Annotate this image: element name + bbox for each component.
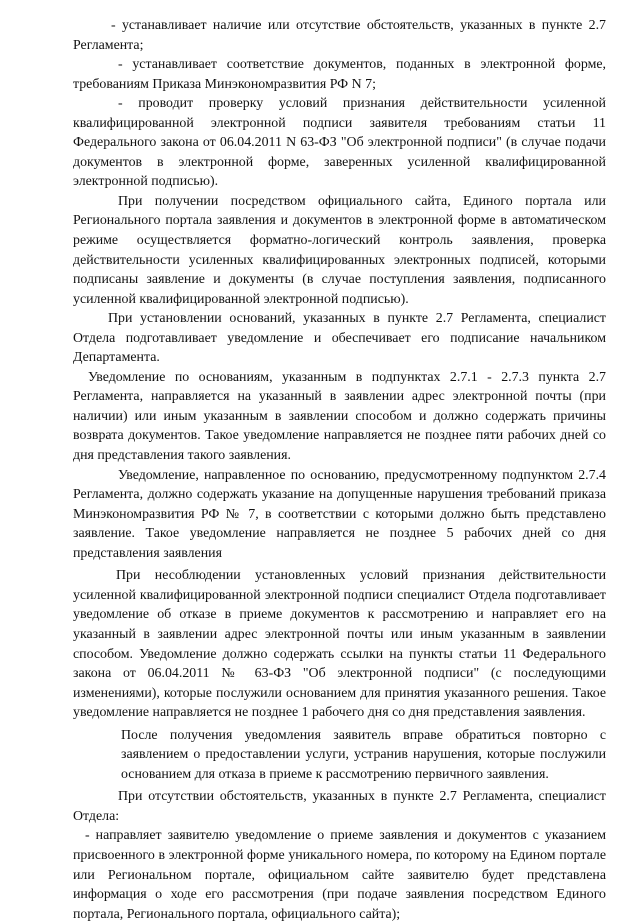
paragraph-1: - устанавливает наличие или отсутствие обстоятельств, указанных в пункте 2.7 Регламента; <box>73 18 606 53</box>
paragraph-7: Уведомление, направленное по основанию, предусмотренному подпунктом 2.7.4 Регламента, должно содержать указание на допущенные нарушения требований приказа Минэкономразвития РФ № 7, в соответствии с которыми должно быть представлено заявление. Такое уведомление направляется не позднее 5 рабочих дней со дня представления заявления <box>73 467 606 561</box>
paragraph-8: При несоблюдении установленных условий признания действительности усиленной квалифицированной электронной подписи специалист Отдела подготавливает уведомление об отказе в приеме документов к рассмотрению и направляет его на указанный в заявлении адрес электронной почты или иным указанным в заявлении способом. Уведомление должно содержать ссылки на пункты статьи 11 Федерального закона от 06.04.2011 № 63-ФЗ "Об электронной подписи" (с последующими изменениями), которые послужили основанием для принятия указанного решения. Такое уведомление направляется не позднее 1 рабочего дня со дня представления заявления. <box>73 568 606 721</box>
paragraph-6: Уведомление по основаниям, указанным в подпунктах 2.7.1 - 2.7.3 пункта 2.7 Регламента, направляется на указанный в заявлении адрес электронной почты (при наличии) или иным указанным в заявлении способом и должно содержать причины возврата документов. Такое уведомление направляется не позднее пяти рабочих дней со дня представления такого заявления. <box>73 369 606 464</box>
paragraph-11: - направляет заявителю уведомление о приеме заявления и документов с указанием присвоенного в электронной форме уникального номера, по которому на Едином портале или Региональном портале, официальном сайте заявителю будет представлена информация о ходе его рассмотрения (при подаче заявления посредством Единого портала, Регионального портала, официального сайта); <box>73 828 606 922</box>
paragraph-3: - проводит проверку условий признания действительности усиленной квалифицированной электронной подписи заявителя требованиям статьи 11 Федерального закона от 06.04.2011 N 63-ФЗ "Об электронной подписи" (в случае подачи документов в электронной форме, заверенных усиленной квалифицированной электронной подписью). <box>73 96 606 190</box>
paragraph-10: При отсутствии обстоятельств, указанных в пункте 2.7 Регламента, специалист Отдела: <box>73 789 606 824</box>
paragraph-4: При получении посредством официального сайта, Единого портала или Регионального портала заявления и документов в электронной форме в автоматическом режиме осуществляется форматно-логический контроль заявления, проверка действительности усиленных квалифицированных электронных подписей, которыми подписаны заявление и документы (в случае поступления заявления, подписанного усиленной квалифицированной электронной подписью). <box>73 193 606 307</box>
paragraph-2: - устанавливает соответствие документов, поданных в электронной форме, требованиям Приказа Минэкономразвития РФ N 7; <box>73 57 606 92</box>
paragraph-5: При установлении оснований, указанных в пункте 2.7 Регламента, специалист Отдела подготавливает уведомление и обеспечивает его подписание начальником Департамента. <box>73 311 606 366</box>
paragraph-9: После получения уведомления заявитель вправе обратиться повторно с заявлением о предоставлении услуги, устранив нарушения, которые послужили основанием для отказа в приеме к рассмотрению первичного заявления. <box>121 727 606 782</box>
document-page <box>73 16 606 924</box>
